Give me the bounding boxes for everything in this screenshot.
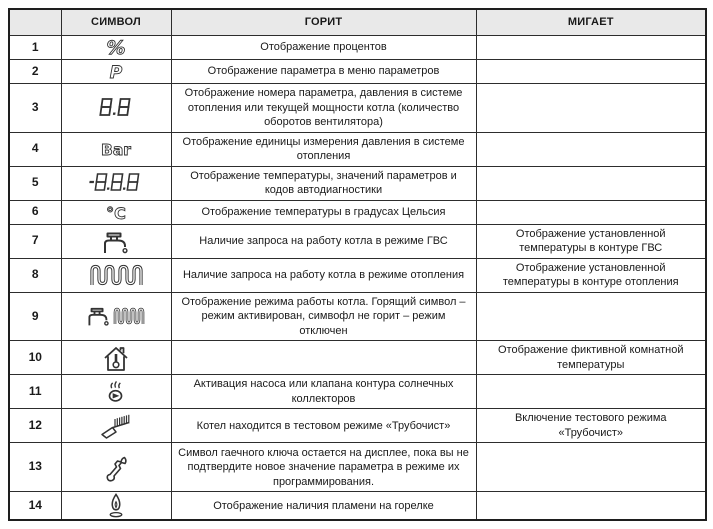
symbol-cell [61,292,171,341]
table-row [9,341,706,375]
blinks-cell [476,492,706,521]
lit-cell: Отображение температуры, значений параметров и кодов автодиагностики [171,166,476,200]
lit-cell: Отображение процентов [171,36,476,60]
symbol-cell [61,60,171,84]
symbol-cell [61,409,171,443]
row-number: 11 [9,375,61,409]
symbol-cell [61,341,171,375]
heating-coil-icon [89,263,144,287]
header-blinks: МИГАЕТ [476,9,706,36]
header-num [9,9,61,36]
table-row [9,166,706,200]
blinks-cell: Отображение установленной температуры в контуре отопления [476,258,706,292]
header-lit: ГОРИТ [171,9,476,36]
table-row [9,60,706,84]
row-number: 9 [9,292,61,341]
row-number: 2 [9,60,61,84]
table-row [9,409,706,443]
symbol-cell [61,443,171,492]
symbol-cell [61,36,171,60]
table-row [9,492,706,521]
svg-text:°C: °C [106,203,126,223]
table-row [9,375,706,409]
row-number: 14 [9,492,61,521]
symbol-cell [61,224,171,258]
lit-cell: Наличие запроса на работу котла в режиме отопления [171,258,476,292]
svg-text:Bar: Bar [101,140,131,159]
blinks-cell [476,36,706,60]
flame-burner-icon [106,493,126,518]
percent-icon [103,37,129,58]
symbol-cell [61,200,171,224]
blinks-cell [476,60,706,84]
blinks-cell: Включение тестового режима «Трубочист» [476,409,706,443]
symbol-cell [61,132,171,166]
tap-icon [101,229,131,254]
house-thermometer-icon [102,344,130,372]
lit-cell: Наличие запроса на работу котла в режиме ГВС [171,224,476,258]
blinks-cell [476,132,706,166]
row-number: 7 [9,224,61,258]
blinks-cell [476,84,706,133]
lit-cell: Отображение номера параметра, давления в системе отопления или текущей мощности котла (количество оборотов вентилятора) [171,84,476,133]
row-number: 4 [9,132,61,166]
lit-cell [171,341,476,375]
row-number: 1 [9,36,61,60]
blinks-cell [476,200,706,224]
solar-pump-icon [105,380,127,403]
lit-cell: Символ гаечного ключа остается на дисплее, пока вы не подтвердите новое значение параметра в режиме их программирования. [171,443,476,492]
table-row [9,224,706,258]
header-row [9,9,706,36]
lit-cell: Отображение единицы измерения давления в системе отопления [171,132,476,166]
segment-digits-888-icon [87,171,145,195]
symbols-table [8,8,707,521]
row-number: 10 [9,341,61,375]
lit-cell: Отображение режима работы котла. Горящий символ – режим активирован, симвофл не горит – режим отключен [171,292,476,341]
blinks-cell [476,443,706,492]
symbol-cell [61,258,171,292]
row-number: 6 [9,200,61,224]
row-number: 12 [9,409,61,443]
table-row [9,200,706,224]
table-row [9,443,706,492]
svg-text:P: P [109,63,123,82]
row-number: 5 [9,166,61,200]
table-row [9,84,706,133]
lit-cell: Отображение температуры в градусах Цельсия [171,200,476,224]
blinks-cell [476,375,706,409]
symbol-cell [61,375,171,409]
blinks-cell: Отображение установленной температуры в контуре ГВС [476,224,706,258]
row-number: 3 [9,84,61,133]
blinks-cell [476,166,706,200]
celsius-icon [102,202,130,223]
chimney-sweep-brush-icon [100,413,132,439]
lit-cell: Отображение параметра в меню параметров [171,60,476,84]
table-row [9,36,706,60]
svg-text:%: % [106,37,126,58]
lit-cell: Активация насоса или клапана контура солнечных коллекторов [171,375,476,409]
blinks-cell [476,292,706,341]
symbol-cell [61,492,171,521]
parameter-p-icon [106,61,126,82]
symbol-cell [61,166,171,200]
lit-cell: Котел находится в тестовом режиме «Трубочист» [171,409,476,443]
header-symbol: СИМВОЛ [61,9,171,36]
row-number: 13 [9,443,61,492]
table-row [9,292,706,341]
tap-and-coil-icon [86,304,146,328]
symbol-cell [61,84,171,133]
bar-unit-icon [95,140,137,159]
blinks-cell: Отображение фиктивной комнатной температуры [476,341,706,375]
segment-digits-88-icon [94,96,138,120]
wrench-icon [104,453,129,482]
lit-cell: Отображение наличия пламени на горелке [171,492,476,521]
table-row [9,132,706,166]
row-number: 8 [9,258,61,292]
table-row [9,258,706,292]
